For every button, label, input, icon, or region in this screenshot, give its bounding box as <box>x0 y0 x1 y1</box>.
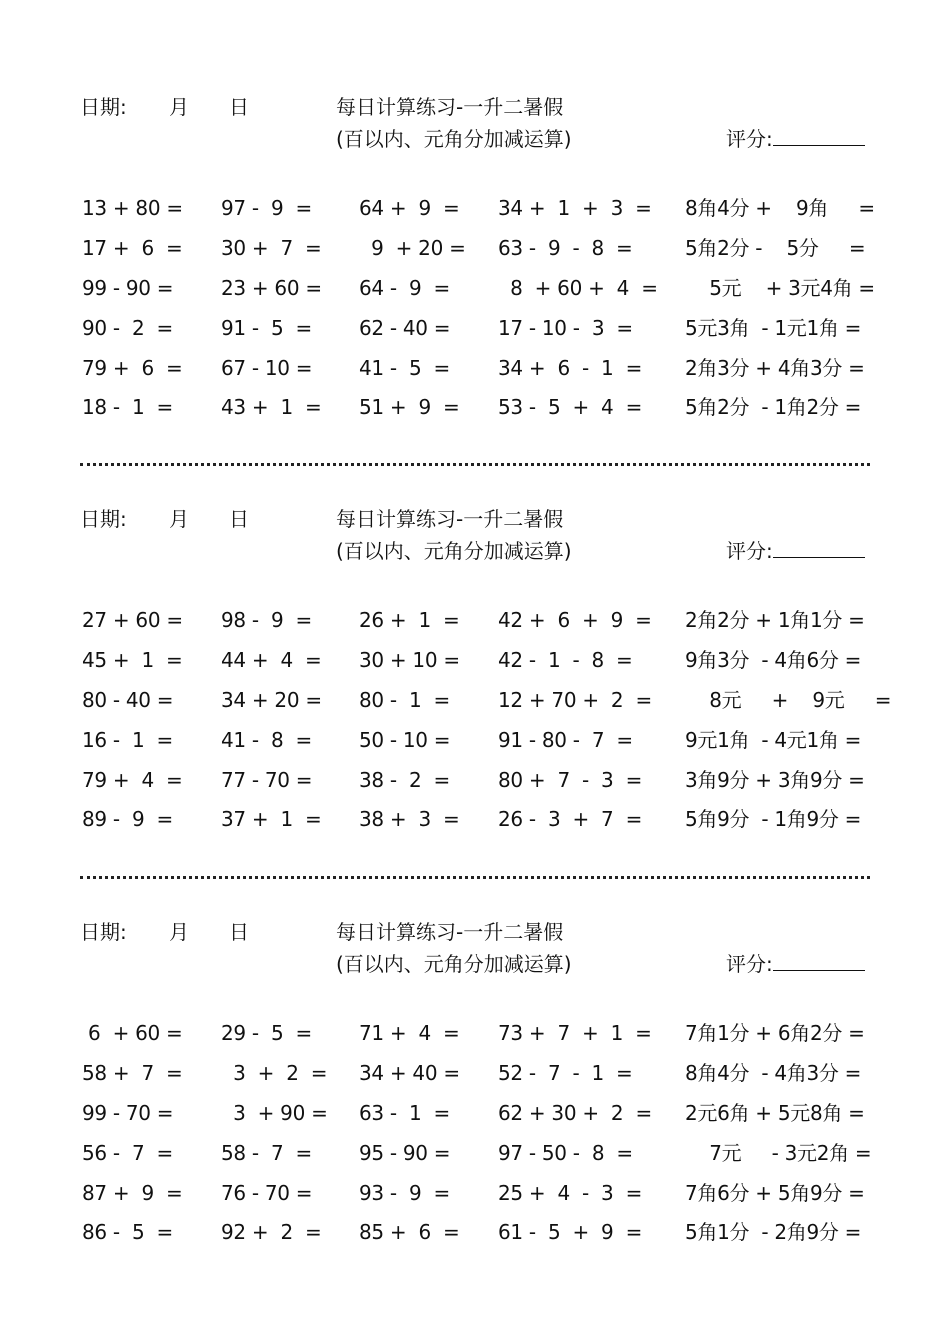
problem: 8 + 60 + 4 = <box>498 276 658 300</box>
problem: 87 + 9 = <box>82 1181 183 1205</box>
month-label: 月 <box>169 920 189 944</box>
money-problem: 9元1角 - 4元1角 = <box>685 728 862 752</box>
problem: 13 + 80 = <box>82 196 183 220</box>
problem: 97 - 50 - 8 = <box>498 1141 633 1165</box>
problem: 26 + 1 = <box>359 608 460 632</box>
problem: 30 + 10 = <box>359 648 460 672</box>
problem: 85 + 6 = <box>359 1220 460 1244</box>
problem: 26 - 3 + 7 = <box>498 807 643 831</box>
problem: 52 - 7 - 1 = <box>498 1061 633 1085</box>
problem: 50 - 10 = <box>359 728 451 752</box>
score-label: 评分: <box>726 952 773 976</box>
problem: 99 - 70 = <box>82 1101 174 1125</box>
worksheet-section-1 <box>0 0 950 419</box>
problem: 34 + 1 + 3 = <box>498 196 652 220</box>
problem: 80 + 7 - 3 = <box>498 768 643 792</box>
problem: 34 + 6 - 1 = <box>498 356 643 380</box>
problem: 37 + 1 = <box>221 807 322 831</box>
score-field <box>726 539 865 563</box>
problem: 25 + 4 - 3 = <box>498 1181 643 1205</box>
problem: 86 - 5 = <box>82 1220 173 1244</box>
money-problem: 9角3分 - 4角6分 = <box>685 648 862 672</box>
score-blank <box>773 952 865 971</box>
problem: 42 - 1 - 8 = <box>498 648 633 672</box>
money-problem: 8角4分 - 4角3分 = <box>685 1061 862 1085</box>
problem: 97 - 9 = <box>221 196 312 220</box>
problem: 89 - 9 = <box>82 807 173 831</box>
money-problem: 8角4分 + 9角 = <box>685 196 875 220</box>
problem: 9 + 20 = <box>359 236 466 260</box>
money-problem: 5角2分 - 1角2分 = <box>685 395 862 419</box>
worksheet-title: 每日计算练习-一升二暑假 <box>336 920 564 944</box>
problem: 79 + 4 = <box>82 768 183 792</box>
money-problem: 5元 + 3元4角 = <box>685 276 875 300</box>
problem: 51 + 9 = <box>359 395 460 419</box>
month-label: 月 <box>169 95 189 119</box>
problem: 76 - 70 = <box>221 1181 313 1205</box>
problem: 71 + 4 = <box>359 1021 460 1045</box>
money-problem: 5角9分 - 1角9分 = <box>685 807 862 831</box>
day-label: 日 <box>229 920 249 944</box>
problem: 43 + 1 = <box>221 395 322 419</box>
score-label: 评分: <box>726 539 773 563</box>
problem: 58 - 7 = <box>221 1141 312 1165</box>
problem: 18 - 1 = <box>82 395 173 419</box>
problem: 62 - 40 = <box>359 316 451 340</box>
problem: 45 + 1 = <box>82 648 183 672</box>
problem: 91 - 5 = <box>221 316 312 340</box>
problem: 95 - 90 = <box>359 1141 451 1165</box>
problem: 23 + 60 = <box>221 276 322 300</box>
worksheet-subtitle: (百以内、元角分加减运算) <box>336 952 572 976</box>
date-label: 日期: <box>80 95 127 119</box>
score-blank <box>773 127 865 146</box>
problem: 38 - 2 = <box>359 768 450 792</box>
score-blank <box>773 539 865 558</box>
problem: 17 - 10 - 3 = <box>498 316 633 340</box>
problem: 61 - 5 + 9 = <box>498 1220 643 1244</box>
problem: 16 - 1 = <box>82 728 173 752</box>
date-label: 日期: <box>80 507 127 531</box>
problem: 58 + 7 = <box>82 1061 183 1085</box>
problem: 12 + 70 + 2 = <box>498 688 652 712</box>
worksheet-section-2 <box>0 412 950 831</box>
problem: 3 + 2 = <box>221 1061 328 1085</box>
problem: 67 - 10 = <box>221 356 313 380</box>
day-label: 日 <box>229 95 249 119</box>
date-label: 日期: <box>80 920 127 944</box>
money-problem: 8元 + 9元 = <box>685 688 892 712</box>
problem: 62 + 30 + 2 = <box>498 1101 652 1125</box>
score-field <box>726 952 865 976</box>
money-problem: 2角3分 + 4角3分 = <box>685 356 865 380</box>
problem: 29 - 5 = <box>221 1021 312 1045</box>
problem: 80 - 40 = <box>82 688 174 712</box>
day-label: 日 <box>229 507 249 531</box>
problem: 63 - 1 = <box>359 1101 450 1125</box>
problem: 44 + 4 = <box>221 648 322 672</box>
problem: 6 + 60 = <box>82 1021 183 1045</box>
worksheet-section-3 <box>0 825 950 1244</box>
problem: 99 - 90 = <box>82 276 174 300</box>
score-field <box>726 127 865 151</box>
money-problem: 2元6角 + 5元8角 = <box>685 1101 865 1125</box>
score-label: 评分: <box>726 127 773 151</box>
problem: 41 - 8 = <box>221 728 312 752</box>
money-problem: 7角1分 + 6角2分 = <box>685 1021 865 1045</box>
problem: 64 + 9 = <box>359 196 460 220</box>
problem: 42 + 6 + 9 = <box>498 608 652 632</box>
problem: 63 - 9 - 8 = <box>498 236 633 260</box>
worksheet-title: 每日计算练习-一升二暑假 <box>336 507 564 531</box>
problem: 92 + 2 = <box>221 1220 322 1244</box>
worksheet-title: 每日计算练习-一升二暑假 <box>336 95 564 119</box>
problem: 53 - 5 + 4 = <box>498 395 643 419</box>
problem: 64 - 9 = <box>359 276 450 300</box>
problem: 91 - 80 - 7 = <box>498 728 633 752</box>
problem: 3 + 90 = <box>221 1101 328 1125</box>
money-problem: 2角2分 + 1角1分 = <box>685 608 865 632</box>
money-problem: 5角1分 - 2角9分 = <box>685 1220 862 1244</box>
problem: 27 + 60 = <box>82 608 183 632</box>
problem: 38 + 3 = <box>359 807 460 831</box>
problem: 90 - 2 = <box>82 316 173 340</box>
month-label: 月 <box>169 507 189 531</box>
problem: 17 + 6 = <box>82 236 183 260</box>
problem: 77 - 70 = <box>221 768 313 792</box>
worksheet-subtitle: (百以内、元角分加减运算) <box>336 539 572 563</box>
problem: 93 - 9 = <box>359 1181 450 1205</box>
money-problem: 5角2分 - 5分 = <box>685 236 866 260</box>
problem: 56 - 7 = <box>82 1141 173 1165</box>
money-problem: 7角6分 + 5角9分 = <box>685 1181 865 1205</box>
problem: 34 + 40 = <box>359 1061 460 1085</box>
problem: 73 + 7 + 1 = <box>498 1021 652 1045</box>
money-problem: 7元 - 3元2角 = <box>685 1141 872 1165</box>
money-problem: 5元3角 - 1元1角 = <box>685 316 862 340</box>
problem: 98 - 9 = <box>221 608 312 632</box>
problem: 79 + 6 = <box>82 356 183 380</box>
problem: 34 + 20 = <box>221 688 322 712</box>
problem: 30 + 7 = <box>221 236 322 260</box>
problem: 80 - 1 = <box>359 688 450 712</box>
problem: 41 - 5 = <box>359 356 450 380</box>
money-problem: 3角9分 + 3角9分 = <box>685 768 865 792</box>
worksheet-subtitle: (百以内、元角分加减运算) <box>336 127 572 151</box>
